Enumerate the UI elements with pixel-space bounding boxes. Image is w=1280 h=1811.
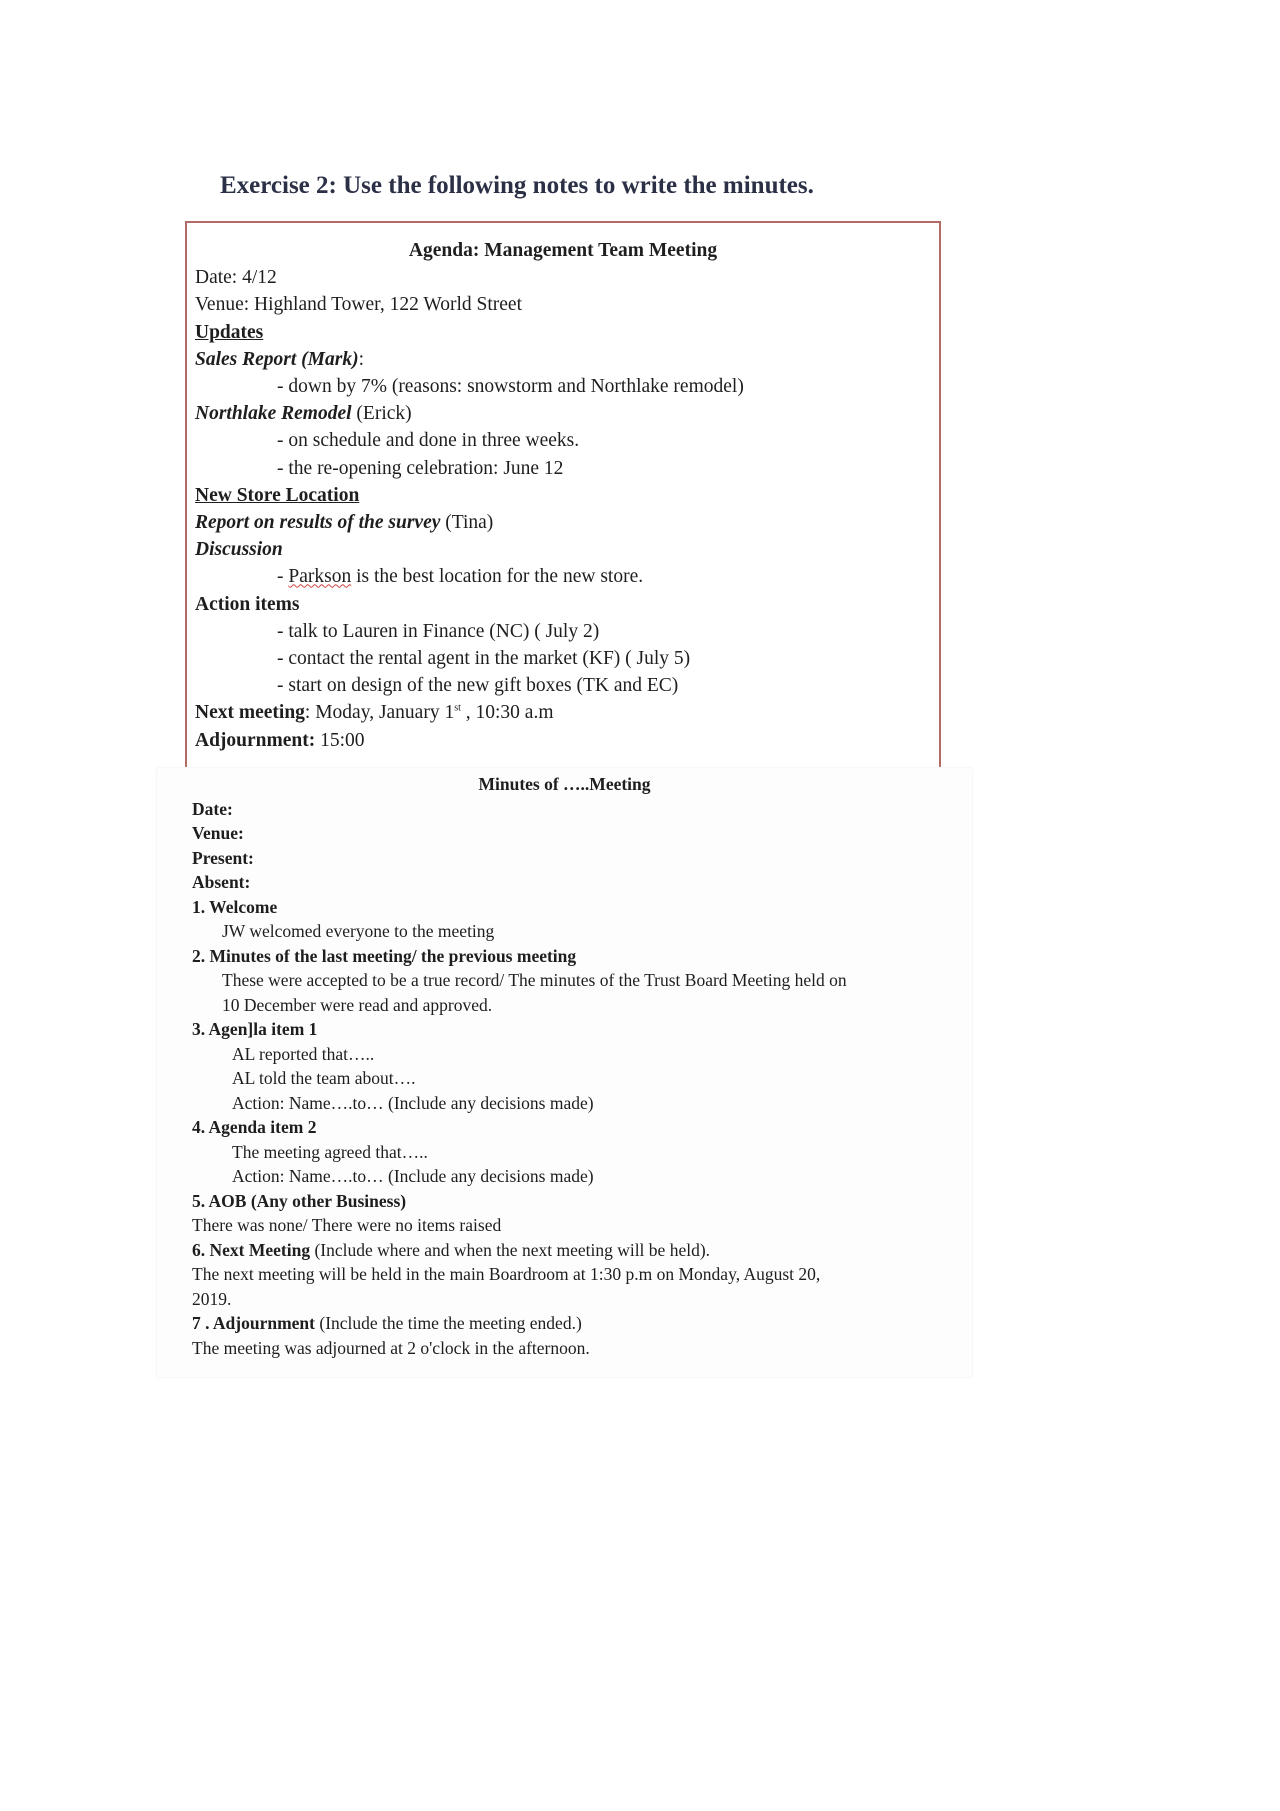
field-date: Date:	[192, 798, 233, 819]
agenda-item-1-text: AL reported that…..	[232, 1043, 375, 1064]
action-item: - talk to Lauren in Finance (NC) ( July 2)	[277, 620, 600, 642]
superscript: st	[454, 702, 461, 714]
last-minutes-text: 10 December were read and approved.	[222, 994, 493, 1015]
action-item: - start on design of the new gift boxes (TK and EC)	[277, 675, 679, 697]
discussion-item	[195, 563, 939, 590]
survey-line	[195, 509, 939, 536]
next-meeting-time: , 10:30 a.m	[460, 702, 554, 724]
exercise-title: Exercise 2: Use the following notes to write the minutes.	[220, 172, 814, 199]
next-meeting-value: : Moday, January 1	[304, 702, 455, 724]
sales-item: - down by 7% (reasons: snowstorm and Northlake remodel)	[277, 376, 744, 398]
next-meeting-text: The next meeting will be held in the main Boardroom at 1:30 p.m on Monday, August 20,	[192, 1264, 821, 1284]
section-agenda-item-2: 4. Agenda item 2	[192, 1117, 317, 1137]
last-minutes-text: These were accepted to be a true record/ The minutes of the Trust Board Meeting held on	[222, 970, 847, 990]
agenda-item-1-text: AL told the team about….	[232, 1068, 416, 1088]
adjournment-value: 15:00	[315, 729, 365, 751]
field-venue: Venue:	[192, 823, 244, 843]
field-absent: Absent:	[192, 872, 251, 892]
agenda-box	[185, 221, 941, 767]
survey-title: Report on results of the survey	[195, 512, 441, 534]
field-present: Present:	[192, 847, 254, 868]
adjournment-note: (Include the time the meeting ended.)	[315, 1313, 582, 1333]
section-next-meeting	[192, 1238, 972, 1263]
action-items-heading: Action items	[195, 593, 300, 615]
agenda-heading: Agenda: Management Team Meeting	[408, 240, 718, 261]
section-new-store: New Store Location	[195, 484, 360, 506]
section-updates: Updates	[195, 321, 264, 343]
next-meeting-text: 2019.	[192, 1288, 232, 1309]
adjournment-line	[195, 727, 939, 754]
discussion-rest: is the best location for the new store.	[351, 566, 644, 588]
agenda-date: Date: 4/12	[195, 267, 277, 289]
next-meeting-label: Next meeting	[195, 702, 305, 724]
remodel-line	[195, 400, 939, 427]
minutes-template	[157, 768, 972, 1377]
survey-person: (Tina)	[440, 512, 494, 534]
section-welcome: 1. Welcome	[192, 896, 278, 917]
sales-report-line	[195, 346, 939, 373]
section-last-minutes: 2. Minutes of the last meeting/ the previous meeting	[192, 945, 577, 966]
agenda-item-2-text: Action: Name….to… (Include any decisions made)	[232, 1166, 594, 1186]
minutes-heading: Minutes of …..Meeting	[478, 774, 651, 794]
adjournment-text: The meeting was adjourned at 2 o'clock in the afternoon.	[192, 1337, 590, 1358]
remodel-item: - on schedule and done in three weeks.	[277, 430, 580, 452]
next-meeting-heading: 6. Next Meeting	[192, 1239, 311, 1260]
section-agenda-item-1: 3. Agen]la item 1	[192, 1019, 318, 1039]
adjournment-label: Adjournment:	[195, 729, 316, 751]
welcome-text: JW welcomed everyone to the meeting	[222, 921, 495, 941]
section-aob: 5. AOB (Any other Business)	[192, 1190, 407, 1211]
parkson: Parkson	[288, 566, 352, 588]
colon: :	[358, 348, 365, 370]
aob-text: There was none/ There were no items raised	[192, 1215, 502, 1235]
discussion-heading: Discussion	[195, 539, 283, 561]
action-item: - contact the rental agent in the market (KF) ( July 5)	[277, 648, 691, 670]
agenda-item-2-text: The meeting agreed that…..	[232, 1141, 428, 1162]
remodel-title: Northlake Remodel	[195, 403, 352, 425]
agenda-venue: Venue: Highland Tower, 122 World Street	[195, 294, 523, 316]
section-adjournment	[192, 1311, 972, 1336]
next-meeting-line	[195, 699, 939, 726]
sales-report-title: Sales Report (Mark)	[195, 348, 359, 370]
agenda-item-1-text: Action: Name….to… (Include any decisions made)	[232, 1092, 594, 1113]
remodel-item: - the re-opening celebration: June 12	[277, 457, 564, 479]
adjournment-heading: 7 . Adjournment	[192, 1313, 315, 1333]
remodel-person: (Erick)	[351, 403, 412, 425]
dash: -	[277, 566, 289, 588]
next-meeting-note: (Include where and when the next meeting will be held).	[310, 1239, 711, 1260]
